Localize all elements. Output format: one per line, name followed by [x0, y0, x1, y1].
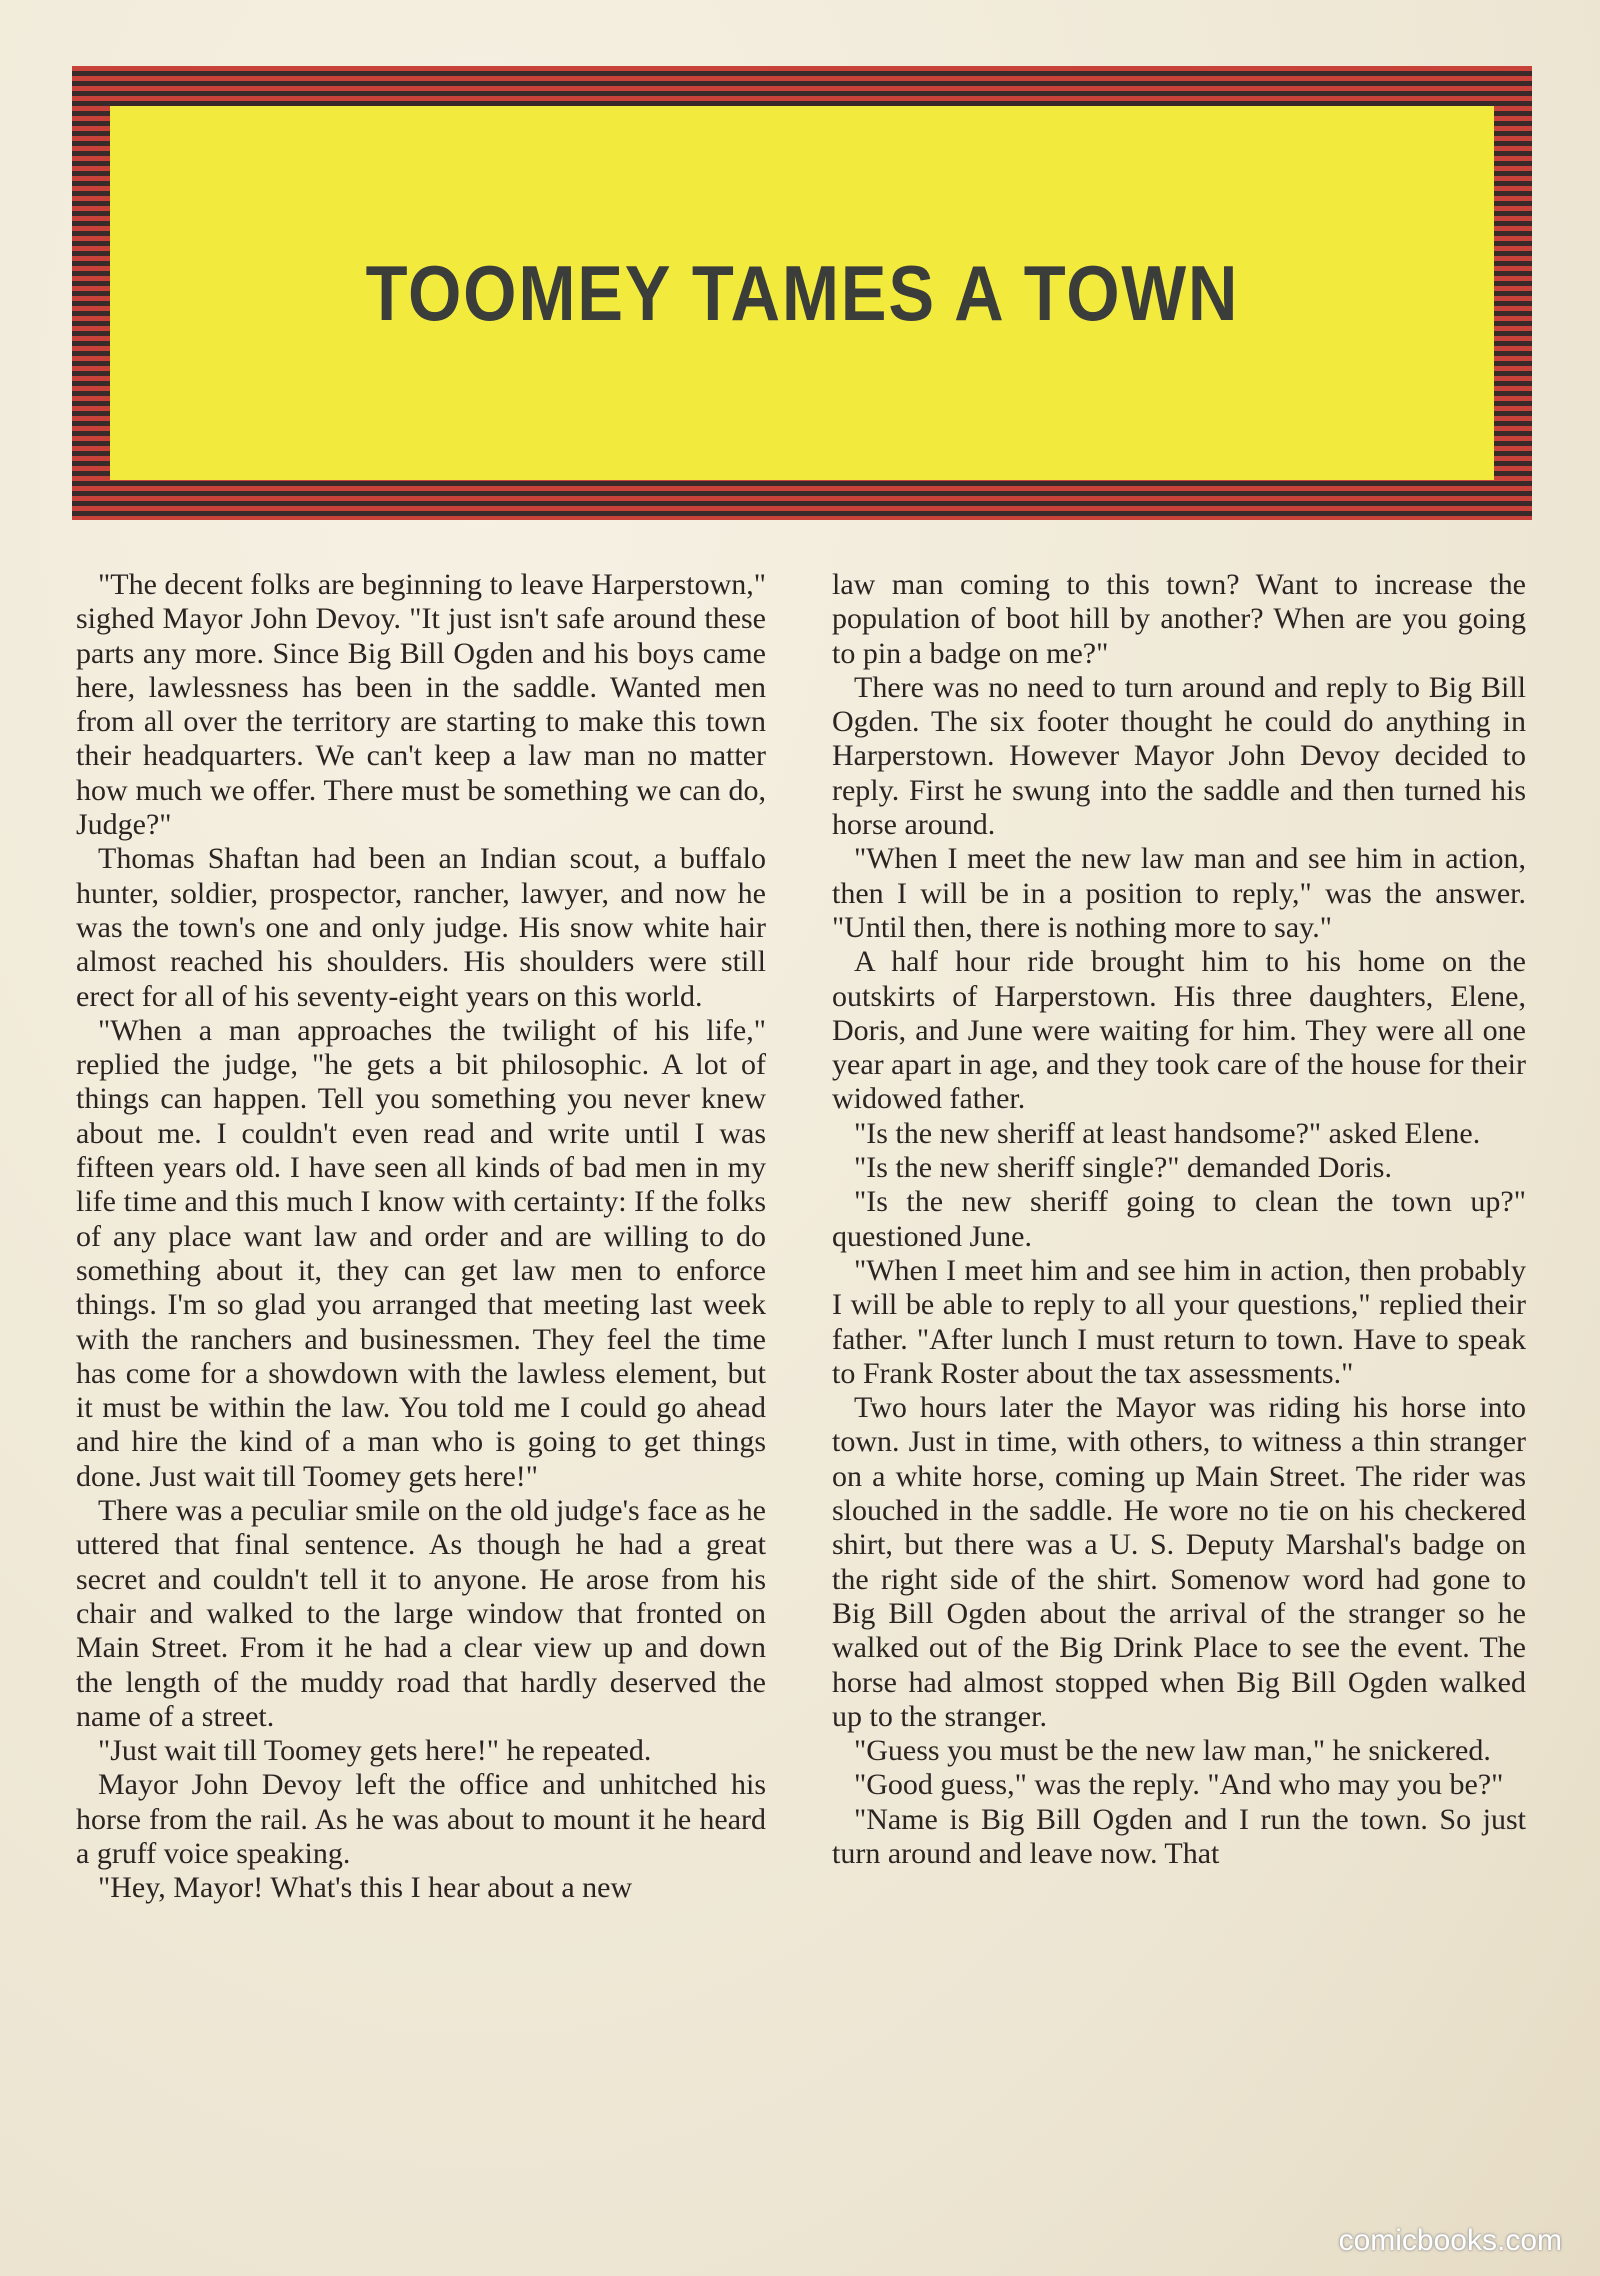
story-title: TOOMEY TAMES A TOWN: [365, 248, 1239, 337]
paragraph: "Just wait till Toomey gets here!" he repeated.: [98, 1734, 652, 1768]
title-banner: [72, 66, 1532, 520]
left-column: [76, 568, 766, 1906]
paragraph: "Is the new sheriff at least handsome?" asked Elene.: [854, 1116, 1481, 1150]
paragraph: Two hours later the Mayor was riding his horse into town. Just in time, with others, to witness a thin stranger on a white horse, coming up Main Street. The rider was slouched in the saddle. He wore no tie on his checkered shirt, but there was a U. S. Deputy Marshal's badge on the right side of the shirt. Somenow word had gone to Big Bill Ogden about the arrival of the stranger so he walked out of the Big Drink Place to see the event. The horse had almost stopped when Big Bill Ogden walked up to the stranger.: [832, 1391, 1526, 1733]
paragraph: "Name is Big Bill Ogden and I run the town. So just turn around and leave now. That: [832, 1802, 1526, 1870]
paragraph: "Hey, Mayor! What's this I hear about a new: [98, 1871, 633, 1905]
paragraph: "The decent folks are beginning to leave Harperstown," sighed Mayor John Devoy. "It just isn't safe around these parts any more. Since Big Bill Ogden and his boys came here, lawlessness has been in the saddle. Wanted men from all over the territory are starting to make this town their headquarters. We can't keep a law man no matter how much we offer. There must be something we can do, Judge?": [76, 568, 766, 842]
paragraph: "Good guess," was the reply. "And who may you be?": [854, 1768, 1504, 1802]
right-column: [832, 568, 1526, 1871]
paragraph: "When I meet him and see him in action, then probably I will be able to reply to all your questions," replied their father. "After lunch I must return to town. Have to speak to Frank Roster about the tax assessments.": [832, 1253, 1526, 1390]
paragraph: There was no need to turn around and reply to Big Bill Ogden. The six footer thought he could do anything in Harperstown. However Mayor John Devoy decided to reply. First he swung into the saddle and then turned his horse around.: [832, 670, 1526, 842]
paragraph: "Guess you must be the new law man," he snickered.: [854, 1734, 1491, 1768]
paragraph: "When a man approaches the twilight of his life," replied the judge, "he gets a bit philosophic. A lot of things can happen. Tell you something you never knew about me. I couldn't even read and write until I was fifteen years old. I have seen all kinds of bad men in my life time and this much I know with certainty: If the folks of any place want law and order and are willing to do something about it, they can get law men to enforce things. I'm so glad you arranged that meeting last week with the ranchers and businessmen. They feel the time has come for a showdown with the lawless element, but it must be within the law. You told me I could go ahead and hire the kind of a man who is going to get things done. Just wait till Toomey gets here!": [76, 1013, 766, 1493]
paragraph: "When I meet the new law man and see him in action, then I will be in a position to reply," was the answer. "Until then, there is nothing more to say.": [832, 842, 1526, 944]
paragraph: There was a peculiar smile on the old judge's face as he uttered that final sentence. As though he had a great secret and couldn't tell it to anyone. He arose from his chair and walked to the large window that fronted on Main Street. From it he had a clear view up and down the length of the muddy road that hardly deserved the name of a street.: [76, 1494, 766, 1733]
title-panel: [110, 106, 1494, 480]
watermark: comicbooks.com: [1338, 2224, 1562, 2257]
paragraph: "Is the new sheriff going to clean the town up?" questioned June.: [832, 1185, 1526, 1253]
paragraph: "Is the new sheriff single?" demanded Doris.: [854, 1151, 1392, 1185]
paragraph: A half hour ride brought him to his home on the outskirts of Harperstown. His three daughters, Elene, Doris, and June were waiting for him. They were all one year apart in age, and they took care of the house for their widowed father.: [832, 945, 1526, 1116]
paragraph-continued: law man coming to this town? Want to increase the population of boot hill by another? When are you going to pin a badge on me?": [832, 568, 1526, 670]
paragraph: Thomas Shaftan had been an Indian scout, a buffalo hunter, soldier, prospector, rancher, lawyer, and now he was the town's one and only judge. His snow white hair almost reached his shoulders. His shoulders were still erect for all of his seventy-eight years on this world.: [76, 842, 766, 1013]
paragraph: Mayor John Devoy left the office and unhitched his horse from the rail. As he was about to mount it he heard a gruff voice speaking.: [76, 1768, 766, 1870]
